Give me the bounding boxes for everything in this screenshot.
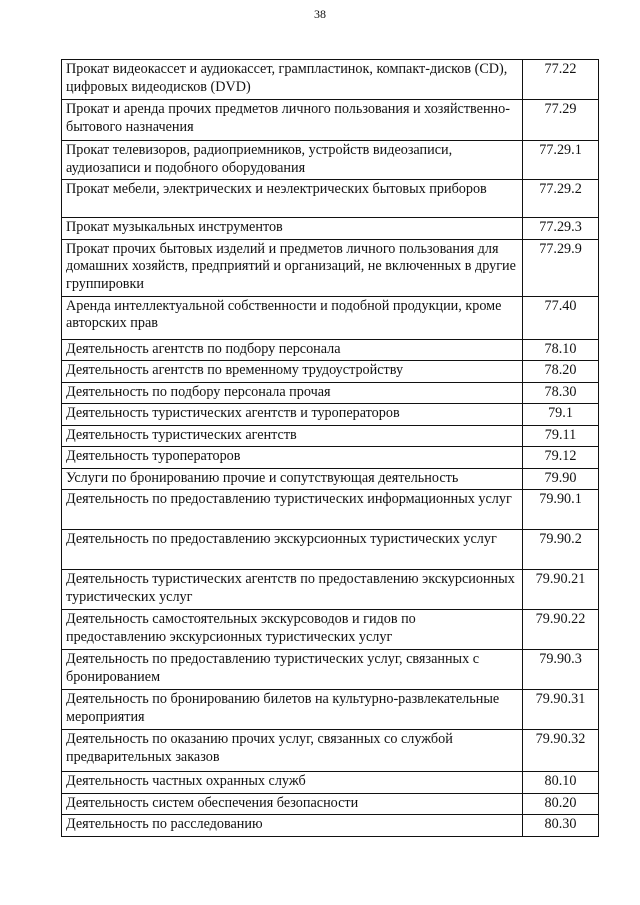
activity-code: 77.29.9 (523, 239, 599, 296)
activity-name: Деятельность систем обеспечения безопасности (62, 793, 523, 815)
activity-code: 80.30 (523, 815, 599, 837)
activity-name: Деятельность туристических агентств и туроператоров (62, 404, 523, 426)
activity-code: 80.20 (523, 793, 599, 815)
table-row (62, 180, 599, 218)
activity-name: Деятельность туристических агентств по предоставлению экскурсионных туристических услуг (62, 570, 523, 610)
activity-code: 77.40 (523, 296, 599, 339)
table-row (62, 793, 599, 815)
activity-code: 77.29.3 (523, 218, 599, 240)
activity-name: Деятельность по оказанию прочих услуг, связанных со службой предварительных заказов (62, 730, 523, 772)
activity-name: Деятельность по бронированию билетов на культурно-развлекательные мероприятия (62, 690, 523, 730)
table-row (62, 100, 599, 141)
activity-name: Деятельность по подбору персонала прочая (62, 382, 523, 404)
activity-code: 78.30 (523, 382, 599, 404)
table-row (62, 730, 599, 772)
activity-code: 79.90.21 (523, 570, 599, 610)
activity-name: Деятельность туристических агентств (62, 425, 523, 447)
activity-code: 78.10 (523, 339, 599, 361)
activity-name: Прокат мебели, электрических и неэлектрических бытовых приборов (62, 180, 523, 218)
table-row (62, 425, 599, 447)
activity-code: 79.90 (523, 468, 599, 490)
activity-name: Деятельность по предоставлению туристических услуг, связанных с бронированием (62, 650, 523, 690)
activity-code: 79.90.22 (523, 610, 599, 650)
activity-name: Прокат телевизоров, радиоприемников, устройств видеозаписи, аудиозаписи и подобного оборудования (62, 141, 523, 180)
table-row (62, 361, 599, 383)
table-row (62, 650, 599, 690)
table-row (62, 570, 599, 610)
activity-name: Деятельность туроператоров (62, 447, 523, 469)
table-row (62, 218, 599, 240)
activity-name: Прокат музыкальных инструментов (62, 218, 523, 240)
activity-name: Деятельность по предоставлению экскурсионных туристических услуг (62, 530, 523, 570)
table-row (62, 530, 599, 570)
table-row (62, 404, 599, 426)
activity-code: 77.29.1 (523, 141, 599, 180)
activity-name: Прокат и аренда прочих предметов личного пользования и хозяйственно-бытового назначения (62, 100, 523, 141)
table-row (62, 382, 599, 404)
activity-codes-table (61, 59, 599, 837)
activity-code: 79.90.2 (523, 530, 599, 570)
activity-name: Деятельность по расследованию (62, 815, 523, 837)
table-row (62, 447, 599, 469)
table-row (62, 772, 599, 794)
activity-code: 79.12 (523, 447, 599, 469)
activity-name: Прокат видеокассет и аудиокассет, грампластинок, компакт-дисков (CD), цифровых видеодисков (DVD) (62, 60, 523, 100)
table-row (62, 468, 599, 490)
activity-code: 79.90.31 (523, 690, 599, 730)
activity-name: Деятельность самостоятельных экскурсоводов и гидов по предоставлению экскурсионных туристических услуг (62, 610, 523, 650)
activity-code: 79.1 (523, 404, 599, 426)
activity-code: 79.90.32 (523, 730, 599, 772)
activity-code: 78.20 (523, 361, 599, 383)
table-row (62, 60, 599, 100)
table-row (62, 815, 599, 837)
activity-name: Деятельность агентств по временному трудоустройству (62, 361, 523, 383)
activity-name: Деятельность частных охранных служб (62, 772, 523, 794)
table-row (62, 296, 599, 339)
table-row (62, 610, 599, 650)
activity-name: Деятельность агентств по подбору персонала (62, 339, 523, 361)
activity-code: 79.11 (523, 425, 599, 447)
page-number: 38 (314, 7, 326, 21)
activity-code: 77.29 (523, 100, 599, 141)
activity-code: 80.10 (523, 772, 599, 794)
activity-name: Аренда интеллектуальной собственности и подобной продукции, кроме авторских прав (62, 296, 523, 339)
activity-name: Услуги по бронированию прочие и сопутствующая деятельность (62, 468, 523, 490)
activity-name: Прокат прочих бытовых изделий и предметов личного пользования для домашних хозяйств, предприятий и организаций, не включенных в другие группировки (62, 239, 523, 296)
activity-code: 77.29.2 (523, 180, 599, 218)
activity-code: 77.22 (523, 60, 599, 100)
activity-code: 79.90.1 (523, 490, 599, 530)
table-row (62, 490, 599, 530)
activity-code: 79.90.3 (523, 650, 599, 690)
activity-name: Деятельность по предоставлению туристических информационных услуг (62, 490, 523, 530)
table-row (62, 339, 599, 361)
table-row (62, 239, 599, 296)
table-row (62, 690, 599, 730)
table-row (62, 141, 599, 180)
